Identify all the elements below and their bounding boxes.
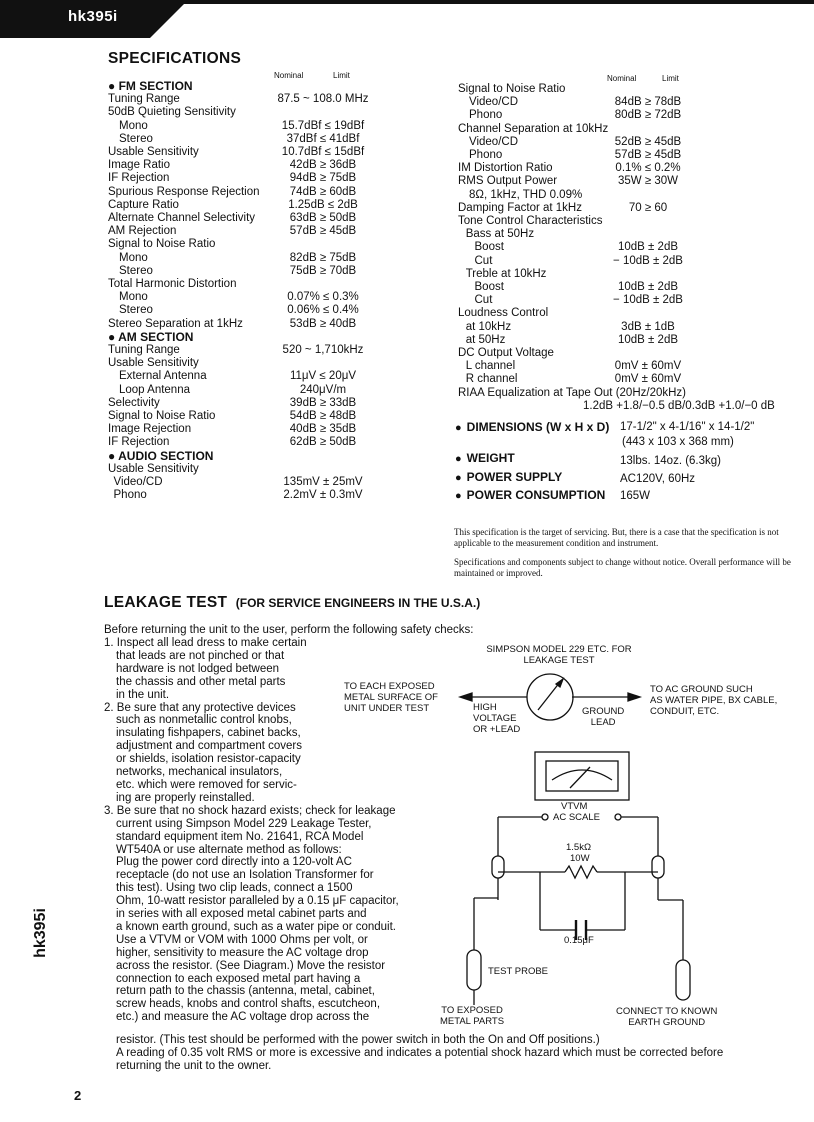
step-line: higher, sensitivity to measure the AC voltage drop [116,946,369,959]
spec-value: − 10dB ± 2dB [613,254,683,267]
side-model-label: hk395i [31,908,49,958]
meter-needle [538,682,560,710]
spec-value: 0mV ± 60mV [614,373,682,386]
spec-label: Usable Sensitivity [108,146,199,158]
resistor-value: 1.5kΩ [566,842,592,853]
left-col-nominal: Nominal [274,71,304,80]
spec-label: Mono [119,291,148,304]
spec-label: Stereo [119,264,153,277]
spec-label: Phono [469,149,503,161]
right-spec-column [458,83,778,423]
step-line: a known earth ground, such as a water pipe or conduit. [116,920,397,933]
spec-value: 10dB ± 2dB [617,241,679,254]
ground-clip-icon [676,960,690,1000]
step-line: ing are properly reinstalled. [116,791,255,804]
spec-label: L channel [465,360,516,373]
spec-value: 1.25dB ≤ 2dB [288,198,358,211]
spec-label: Selectivity [108,396,160,409]
spec-value: 87.5 ~ 108.0 MHz [277,93,369,106]
dimensions-metric: (443 x 103 x 368 mm) [622,436,734,448]
spec-value: 63dB ≥ 50dB [289,212,357,224]
test-probe-icon [467,950,481,990]
step-line: screw heads, knobs and control shafts, escutcheon, [116,998,381,1011]
right-arrow-icon [628,693,640,701]
spec-label: Usable Sensitivity [108,357,199,370]
dimensions-value: 17-1/2" x 4-1/16" x 14-1/2" [620,421,755,433]
step-line: Use a VTVM or VOM with 1000 Ohms per volt, or [116,933,368,946]
spec-label: at 10kHz [465,320,512,333]
spec-value: 94dB ≥ 75dB [289,172,357,185]
spec-label: Image Ratio [108,159,171,172]
step-line: WT540A or use alternate method as follows: [116,843,342,856]
spec-label: Stereo [119,132,153,145]
spec-value: 70 ≥ 60 [628,201,668,214]
spec-label: Stereo [119,304,153,317]
spec-label: Treble at 10kHz [465,267,547,280]
leakage-heading [104,594,480,612]
dimensions-label: ● DIMENSIONS (W x H x D) [455,420,609,434]
spec-note-1: This specification is the target of servicing. But, there is a case that the specification is not applicable to the measurement condition and instrument. [454,527,779,548]
spec-label: Usable Sensitivity [108,462,199,475]
left-col-limit: Limit [333,71,350,80]
power-consumption-label: ● POWER CONSUMPTION [455,488,605,502]
spec-label: at 50Hz [465,333,506,346]
spec-value: 74dB ≥ 60dB [289,185,357,198]
spec-label: Signal to Noise Ratio [108,238,216,251]
spec-label: Tone Control Characteristics [458,215,603,227]
spec-value: 0.06% ≤ 0.4% [287,304,359,317]
spec-value: 135mV ± 25mV [283,476,363,488]
exposed-metal-label: TO EXPOSED METAL PARTS [440,1005,505,1027]
spec-value: 15.7dBf ≤ 19dBf [281,119,365,132]
step-line: or shields, isolation resistor-capacity [116,753,301,766]
spec-label: Total Harmonic Distortion [108,278,237,290]
step-line: such as nonmetallic control knobs, [116,714,292,727]
leakage-tail-2: A reading of 0.35 volt RMS or more is excessive and indicates a potential shock hazard which must be corrected before [116,1047,724,1059]
spec-value: 82dB ≥ 75dB [289,251,357,264]
ac-scale-label: AC SCALE [553,812,600,823]
spec-label: 50dB Quieting Sensitivity [108,106,236,119]
resistor-icon [565,866,597,878]
spec-label: Video/CD [469,135,519,148]
spec-value: 42dB ≥ 36dB [289,159,357,172]
spec-value: 40dB ≥ 35dB [289,423,357,436]
spec-label: Tuning Range [108,93,180,106]
power-supply-label: ● POWER SUPPLY [455,470,562,484]
leakage-title: LEAKAGE TEST [104,594,228,611]
spec-label: Boost [474,241,504,254]
spec-value: 39dB ≥ 33dB [289,396,357,409]
spec-label: Video/CD [113,476,163,488]
spec-label: Stereo Separation at 1kHz [108,317,243,330]
high-voltage-label: HIGH VOLTAGE OR +LEAD [473,702,521,735]
vtvm-terminal-right [615,814,621,820]
leakage-intro: Before returning the unit to the user, perform the following safety checks: [104,624,474,636]
spec-label: Cut [474,294,493,307]
spec-value: 10dB ± 2dB [617,333,679,346]
spec-value: 80dB ≥ 72dB [614,109,682,122]
spec-label: Video/CD [469,96,519,109]
step-line: 1. Inspect all lead dress to make certain [104,637,307,649]
ground-lead-label: GROUND LEAD [582,706,625,728]
spec-label: Boost [474,281,504,293]
leakage-subtitle: (FOR SERVICE ENGINEERS IN THE U.S.A.) [235,596,481,610]
step-line: Plug the power cord directly into a 120-volt AC [116,856,352,869]
left-clip [492,856,504,878]
spec-label: Signal to Noise Ratio [108,410,216,422]
spec-value: 10dB ± 2dB [617,281,679,293]
spec-label: RIAA Equalization at Tape Out (20Hz/20kHz) [458,386,686,399]
spec-value: 84dB ≥ 78dB [614,96,682,109]
spec-value: 62dB ≥ 50dB [289,436,357,449]
spec-value: 11μV ≤ 20μV [289,370,357,383]
spec-label: Image Rejection [108,423,192,436]
spec-label: Cut [474,254,493,267]
spec-label: Loudness Control [458,307,549,320]
spec-label: Loop Antenna [119,383,190,396]
vtvm-label: VTVM [561,801,588,812]
step-line: in the unit. [116,688,170,701]
spec-label: Channel Separation at 10kHz [458,122,609,135]
step-line: etc.) and measure the AC voltage drop across the [116,1011,370,1024]
spec-value: 0.1% ≤ 0.2% [615,162,681,175]
diagram-left-label: TO EACH EXPOSED METAL SURFACE OF UNIT UNDER TEST [344,681,438,714]
step-line: networks, mechanical insulators, [116,766,283,779]
tester-title: SIMPSON MODEL 229 ETC. FOR LEAKAGE TEST [486,644,632,666]
leakage-tail-3: returning the unit to the owner. [116,1060,272,1072]
spec-value: 75dB ≥ 70dB [289,264,357,277]
spec-label: Signal to Noise Ratio [458,83,566,95]
spec-label: ● FM SECTION [108,79,193,93]
spec-value: 57dB ≥ 45dB [289,225,357,238]
vtvm-terminal-left [542,814,548,820]
diagram-right-label: TO AC GROUND SUCH AS WATER PIPE, BX CABLE, CONDUIT, ETC. [650,684,778,717]
spec-label: Phono [113,489,147,502]
step-line: across the resistor. (See Diagram.) Move the resistor [116,959,386,972]
spec-value: 0.07% ≤ 0.3% [287,291,359,304]
spec-value: 57dB ≥ 45dB [614,149,682,161]
spec-label: ● AM SECTION [108,329,194,344]
step-line: in series with all exposed metal cabinet parts and [116,908,367,921]
left-arrow-icon [460,693,472,701]
spec-label: Damping Factor at 1kHz [458,201,582,214]
spec-label: Tuning Range [108,344,180,356]
spec-value: 2.2mV ± 0.3mV [283,489,363,502]
spec-label: Alternate Channel Selectivity [108,212,256,224]
spec-label: IF Rejection [108,436,170,449]
weight-label: ● WEIGHT [455,451,515,465]
spec-value: − 10dB ± 2dB [613,294,683,307]
earth-ground-label: CONNECT TO KNOWN EARTH GROUND [616,1006,718,1028]
left-spec-column [108,80,408,520]
spec-value: 37dBf ≤ 41dBf [286,132,360,145]
step-line: insulating fishpapers, cabinet backs, [116,727,301,740]
weight-value: 13lbs. 14oz. (6.3kg) [620,455,722,467]
leakage-tail-1: resistor. (This test should be performed with the power switch in both the On and Off positions.) [116,1034,600,1046]
spec-value: 520 ~ 1,710kHz [282,344,364,356]
spec-label: IM Distortion Ratio [458,162,553,175]
page-number: 2 [74,1088,82,1103]
step-line: receptacle (do not use an Isolation Transformer for [116,869,374,882]
model-label: hk395i [68,8,118,25]
spec-value: 35W ≥ 30W [618,175,678,188]
step-line: 3. Be sure that no shock hazard exists; check for leakage [104,804,396,817]
resistor-wattage: 10W [570,853,590,864]
spec-label: RMS Output Power [458,175,558,188]
spec-value: 53dB ≥ 40dB [289,317,357,330]
step-line: hardware is not lodged between [116,662,280,675]
spec-value: 52dB ≥ 45dB [614,135,682,148]
step-line: return path to the chassis (antenna, metal, cabinet, [116,985,375,998]
spec-label: Phono [469,109,503,122]
step-line: this test). Using two clip leads, connect a 1500 [116,882,353,895]
step-line: current using Simpson Model 229 Leakage Tester, [116,817,372,830]
test-probe-label: TEST PROBE [488,966,549,977]
step-line: connection to each exposed metal part having a [116,972,361,985]
spec-label: Capture Ratio [108,198,179,211]
spec-note-2: Specifications and components subject to change without notice. Overall performance will be maintained or improved. [454,557,791,578]
right-col-limit: Limit [662,74,679,83]
right-clip [652,856,664,878]
spec-value: 10.7dBf ≤ 15dBf [281,146,365,158]
spec-label: ● AUDIO SECTION [108,448,214,463]
power-consumption-value: 165W [620,490,651,502]
spec-value: 3dB ± 1dB [621,320,675,333]
spec-label: R channel [465,373,518,386]
spec-label: AM Rejection [108,225,177,238]
spec-label: External Antenna [119,370,207,383]
spec-value: 1.2dB +1.8/−0.5 dB/0.3dB +1.0/−0 dB [583,399,775,412]
spec-label: 8Ω, 1kHz, THD 0.09% [469,188,583,201]
step-line: the chassis and other metal parts [116,675,286,688]
power-supply-value: AC120V, 60Hz [620,473,696,485]
leakage-test-diagram [430,660,810,1020]
spec-value: 0mV ± 60mV [614,360,682,373]
spec-label: DC Output Voltage [458,347,554,359]
spec-value: 54dB ≥ 48dB [289,410,357,422]
spec-label: IF Rejection [108,172,170,185]
meter-icon [527,674,573,720]
step-line: Ohm, 10-watt resistor paralleled by a 0.15 μF capacitor, [116,895,399,908]
step-line: 2. Be sure that any protective devices [104,701,296,714]
step-line: standard equipment item No. 21641, RCA Model [116,830,364,843]
spec-value: 240μV/m [299,383,347,396]
spec-label: Bass at 50Hz [465,228,535,241]
capacitor-value: 0.15μF [564,935,594,946]
spec-label: Mono [119,119,148,132]
step-line: adjustment and compartment covers [116,740,303,753]
step-line: that leads are not pinched or that [116,649,285,662]
specs-title: SPECIFICATIONS [108,50,242,67]
right-col-nominal: Nominal [607,74,637,83]
spec-label: Mono [119,251,148,264]
step-line: etc. which were removed for servic- [116,778,297,791]
spec-label: Spurious Response Rejection [108,185,260,198]
